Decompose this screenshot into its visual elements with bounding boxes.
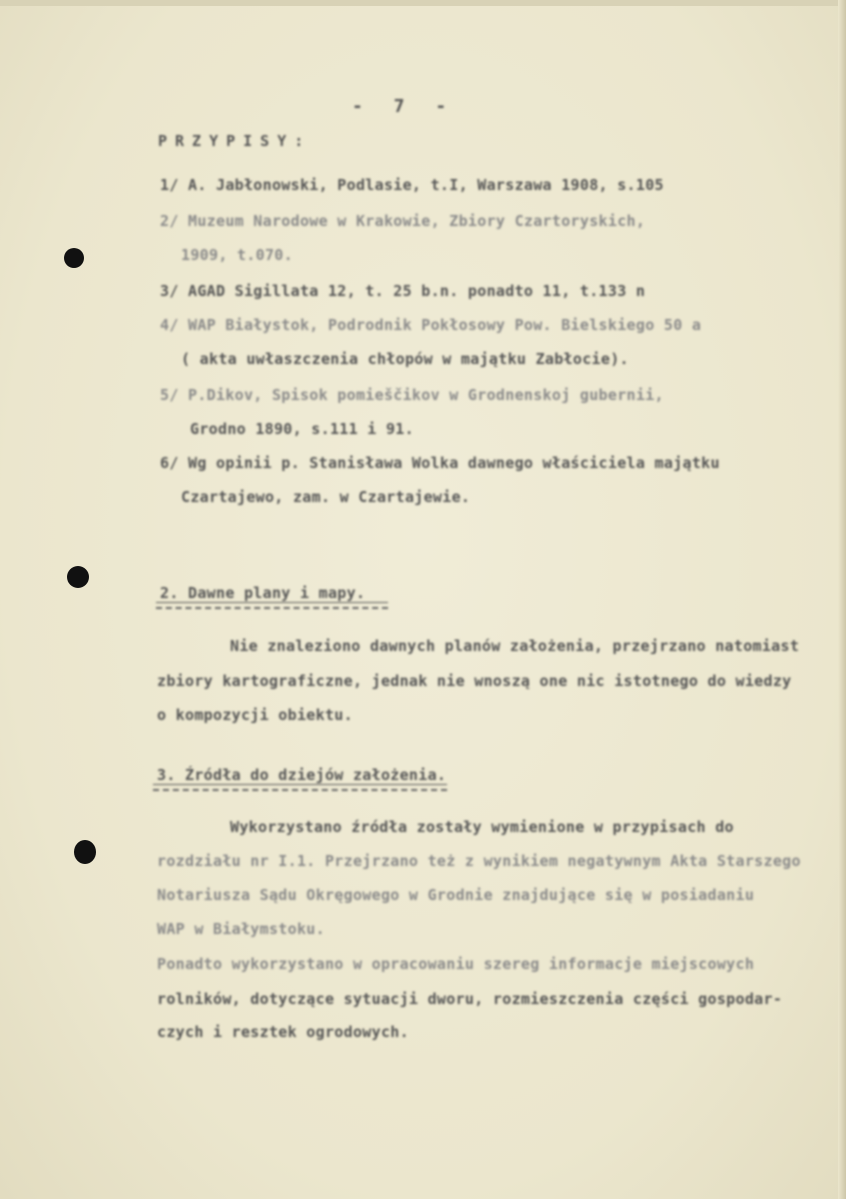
section-3-paragraph-line: Ponadto wykorzystano w opracowaniu szereg informacje miejscowych — [157, 955, 755, 973]
footnote-line: 1/ A. Jabłonowski, Podlasie, t.I, Warszawa 1908, s.105 — [160, 176, 664, 194]
section-3-paragraph-line: WAP w Białymstoku. — [157, 920, 325, 938]
section-3-paragraph-line: czych i resztek ogrodowych. — [157, 1023, 409, 1041]
footnote-line: Grodno 1890, s.111 i 91. — [190, 420, 414, 438]
page-number: - 7 - — [352, 96, 457, 117]
section-3-paragraph-line: rozdziału nr I.1. Przejrzano też z wynikiem negatywnym Akta Starszego — [157, 852, 801, 870]
paper-right-edge — [838, 0, 846, 1199]
section-3-paragraph-line: Notariusza Sądu Okręgowego w Grodnie znajdujące się w posiadaniu — [157, 886, 755, 904]
section-3-underline-dashes — [153, 789, 447, 791]
section-3-paragraph-line: Wykorzystano źródła zostały wymienione w przypisach do — [230, 818, 734, 836]
section-3-paragraph-line: rolników, dotyczące sytuacji dworu, rozmieszczenia części gospodar- — [157, 990, 783, 1008]
punch-hole-top — [64, 248, 84, 268]
footnote-line: 2/ Muzeum Narodowe w Krakowie, Zbiory Czartoryskich, — [160, 212, 646, 230]
footnote-line: 1909, t.070. — [181, 246, 293, 264]
footnotes-heading: PRZYPISY: — [158, 132, 312, 150]
footnote-line: 3/ AGAD Sigillata 12, t. 25 b.n. ponadto 11, t.133 n — [160, 282, 646, 300]
footnote-line: 5/ P.Dikov, Spisok pomieščikov w Grodnenskoj gubernii, — [160, 386, 664, 404]
footnote-line: 4/ WAP Białystok, Podrodnik Pokłosowy Pow. Bielskiego 50 a — [160, 316, 702, 334]
section-2-underline-dashes — [156, 607, 388, 609]
punch-hole-middle — [67, 566, 89, 588]
footnote-line: 6/ Wg opinii p. Stanisława Wolka dawnego właściciela majątku — [160, 454, 720, 472]
section-2-title: 2. Dawne plany i mapy. — [160, 584, 366, 602]
section-2-paragraph-line: zbiory kartograficzne, jednak nie wnoszą one nic istotnego do wiedzy — [157, 672, 792, 690]
section-3-title: 3. Źródła do dziejów założenia. — [157, 766, 447, 784]
paper-top-edge — [0, 0, 846, 6]
section-3-underline — [153, 784, 447, 785]
section-2-paragraph-line: o kompozycji obiektu. — [157, 706, 353, 724]
section-2-underline — [156, 602, 388, 603]
section-2-paragraph-line: Nie znaleziono dawnych planów założenia, przejrzano natomiast — [230, 637, 800, 655]
punch-hole-bottom — [74, 840, 96, 864]
footnote-line: Czartajewo, zam. w Czartajewie. — [181, 488, 471, 506]
footnote-line: ( akta uwłaszczenia chłopów w majątku Zabłocie). — [181, 350, 629, 368]
